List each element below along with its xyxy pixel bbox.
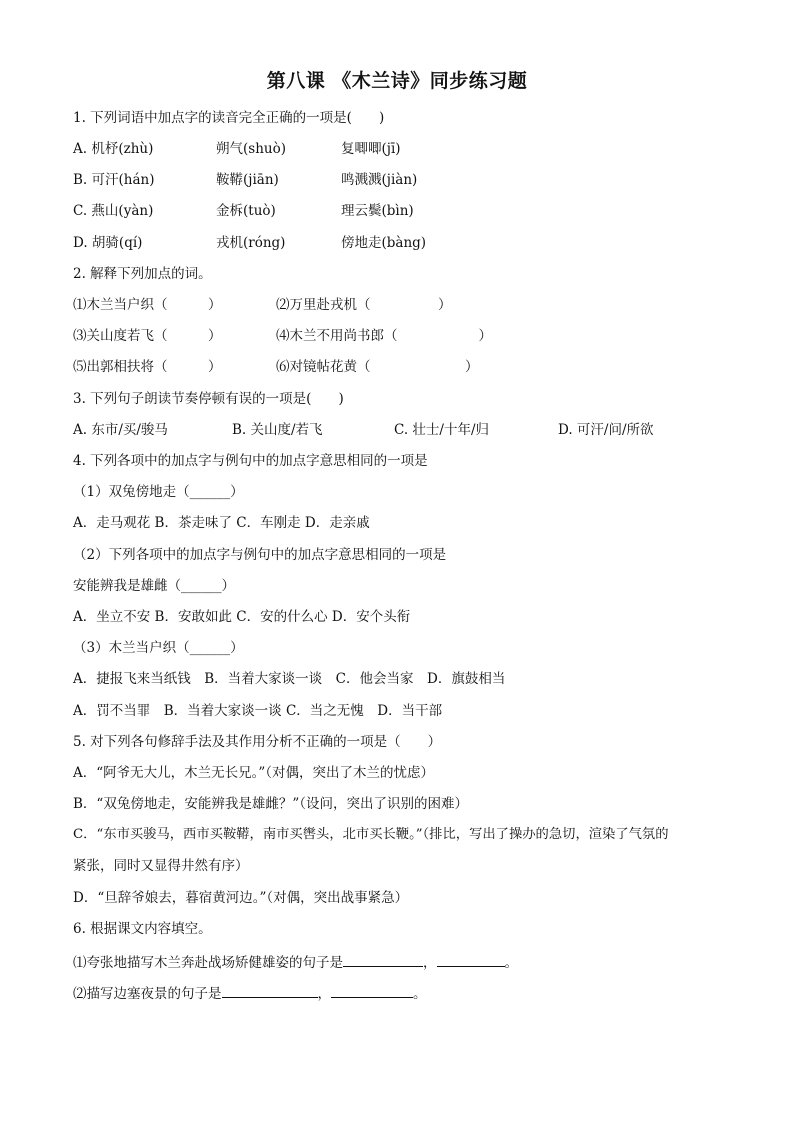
q2-item-1: ⑴木兰当户织（ ） (73, 297, 222, 313)
q4-sub2-example: 安能辨我是雄雌（______） (73, 578, 235, 594)
q2-item-4: ⑷木兰不用尚书郎（ ） (276, 328, 492, 344)
q3-option-c: C. 壮士/十年/归 (394, 422, 490, 438)
answer-blank[interactable] (331, 983, 413, 998)
question-1-stem: 1. 下列词语中加点字的读音完全正确的一项是( ) (73, 110, 385, 126)
q1-option-b-col1: B. 可汗(hán) (73, 172, 155, 188)
q5-option-c-line1: C．“东市买骏马，西市买鞍鞯，南市买辔头，北市买长鞭。”（排比，写出了操办的急切，渲染了气氛的 (73, 827, 669, 842)
q1-option-d-col2: 戎机(róng) (216, 235, 286, 251)
q2-item-3: ⑶关山度若飞（ ） (73, 328, 222, 344)
period: 。 (504, 955, 518, 971)
q1-option-c-col3: 理云鬓(bìn) (341, 203, 414, 219)
q1-option-c-col2: 金柝(tuò) (216, 203, 276, 219)
q4-sub3-options-1: A．捷报飞来当纸钱 B．当着大家谈一谈 C．他会当家 D．旗鼓相当 (73, 671, 506, 687)
answer-blank[interactable] (222, 983, 318, 998)
question-3-stem: 3. 下列句子朗读节奏停顿有误的一项是( ) (73, 391, 344, 407)
comma: ， (317, 986, 331, 1002)
q5-option-c-line2: 紧张，同时又显得井然有序） (73, 858, 249, 874)
q6-line2-text: ⑵描写边塞夜景的句子是 (73, 986, 222, 1002)
q2-item-5: ⑸出郭相扶将（ ） (73, 359, 222, 375)
q4-sub3: （3）木兰当户织（______） (73, 640, 244, 656)
q6-fill-line-1 (73, 952, 518, 972)
comma: ， (423, 955, 437, 971)
q3-option-d: D. 可汗/问/所欲 (558, 422, 654, 438)
q1-option-a-col1: A. 机杼(zhù) (73, 141, 154, 157)
q3-option-a: A. 东市/买/骏马 (73, 422, 168, 438)
q1-option-d-col1: D. 胡骑(qí) (73, 235, 143, 251)
q4-sub2: （2）下列各项中的加点字与例句中的加点字意思相同的一项是 (73, 547, 447, 563)
q1-option-d-col3: 傍地走(bàng) (341, 235, 427, 251)
q4-sub2-options: A．坐立不安 B．安敢如此 C．安的什么心 D．安个头衔 (73, 609, 411, 625)
q1-option-b-col3: 鸣溅溅(jiàn) (341, 172, 418, 188)
question-4-stem: 4. 下列各项中的加点字与例句中的加点字意思相同的一项是 (73, 453, 428, 469)
question-6-stem: 6. 根据课文内容填空。 (73, 921, 212, 937)
q2-item-6: ⑹对镜帖花黄（ ） (276, 359, 479, 375)
q6-fill-line-2 (73, 983, 427, 1003)
q4-sub1: （1）双兔傍地走（______） (73, 484, 244, 500)
q5-option-d: D．“旦辞爷娘去，暮宿黄河边。”（对偶，突出战事紧急） (73, 890, 409, 906)
q1-option-c-col1: C. 燕山(yàn) (73, 203, 154, 219)
q6-line1-text: ⑴夸张地描写木兰奔赴战场矫健雄姿的句子是 (73, 955, 343, 971)
period: 。 (413, 986, 427, 1002)
q5-option-a: A．“阿爷无大儿，木兰无长兄。”（对偶，突出了木兰的忧虑） (73, 765, 435, 781)
answer-blank[interactable] (343, 952, 423, 967)
question-5-stem: 5. 对下列各句修辞手法及其作用分析不正确的一项是（ ） (73, 734, 442, 750)
q1-option-b-col2: 鞍鞯(jiān) (216, 172, 279, 188)
q5-option-b: B．“双兔傍地走，安能辨我是雄雌？”（设问，突出了识别的困难） (73, 796, 468, 812)
q1-option-a-col2: 朔气(shuò) (216, 141, 286, 157)
q3-option-b: B. 关山度/若飞 (232, 422, 323, 438)
q4-sub1-options: A．走马观花 B．茶走味了 C．车刚走 D．走亲戚 (73, 515, 370, 531)
page-title: 第八课 《木兰诗》同步练习题 (266, 70, 528, 92)
question-2-stem: 2. 解释下列加点的词。 (73, 266, 212, 282)
answer-blank[interactable] (437, 952, 505, 967)
q4-sub3-options-2: A．罚不当罪 B．当着大家谈一谈 C．当之无愧 D．当干部 (73, 703, 443, 719)
q1-option-a-col3: 复唧唧(jī) (341, 141, 401, 157)
q2-item-2: ⑵万里赴戎机（ ） (276, 297, 452, 313)
